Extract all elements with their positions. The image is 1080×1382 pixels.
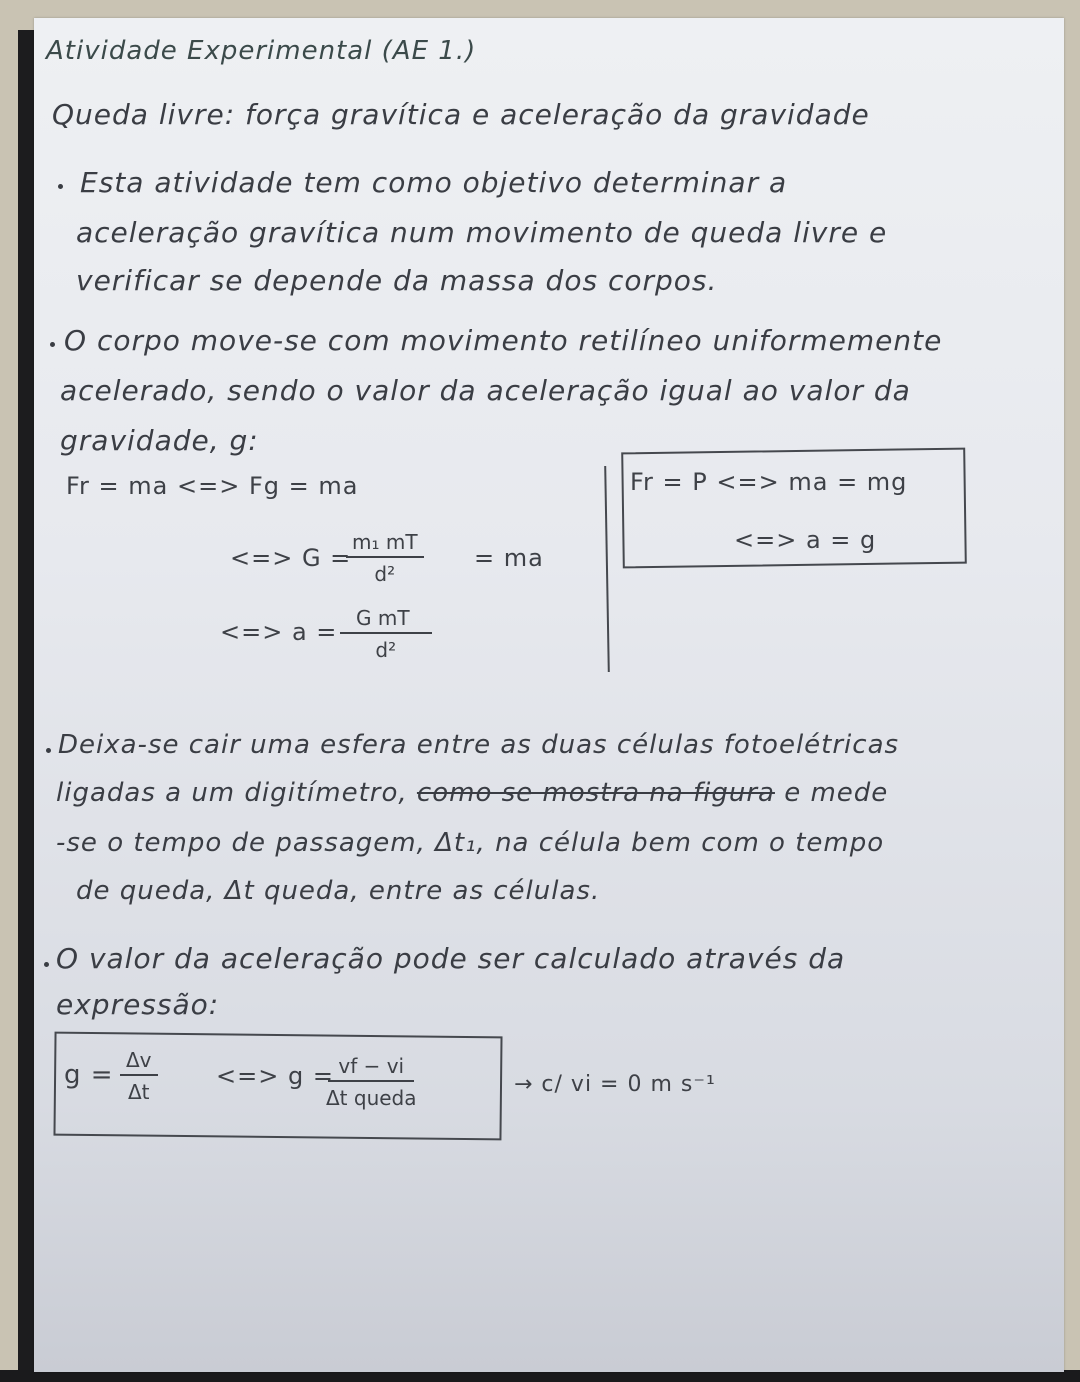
acceleration-line-2: expressão: (56, 988, 220, 1021)
fraction-denominator: d² (375, 638, 397, 662)
box-eq-2: <=> a = g (734, 526, 877, 554)
fraction-velocity-time (326, 1054, 417, 1110)
procedure-line-3: -se o tempo de passagem, Δt₁, na célula bem com o tempo (56, 828, 885, 858)
fraction-numerator: Δv (120, 1048, 158, 1076)
divider-line (604, 466, 610, 672)
fraction-numerator: m₁ mT (346, 530, 424, 558)
derivation-eq-3-prefix: <=> a = (220, 618, 338, 646)
derivation-eq-1: Fr = ma <=> Fg = ma (66, 472, 359, 500)
fraction-denominator: Δt (128, 1080, 150, 1104)
bullet-dot (46, 748, 51, 753)
page-subtitle: Queda livre: força gravítica e aceleração da gravidade (52, 98, 870, 131)
objective-line-1: Esta atividade tem como objetivo determinar a (80, 166, 788, 199)
fraction-acceleration (340, 606, 432, 662)
bullet-dot (58, 184, 63, 189)
fraction-dv-dt (120, 1048, 158, 1104)
motion-line-2: acelerado, sendo o valor da aceleração igual ao valor da (60, 374, 911, 407)
fraction-denominator: d² (374, 562, 396, 586)
initial-velocity-note: → c/ vi = 0 m s⁻¹ (514, 1072, 716, 1097)
objective-line-3: verificar se depende da massa dos corpos. (76, 264, 718, 297)
procedure-line-2-start: ligadas a um digitímetro, (56, 778, 408, 808)
derivation-eq-2-suffix: = ma (474, 544, 544, 572)
procedure-line-1: Deixa-se cair uma esfera entre as duas células fotoelétricas (58, 730, 900, 760)
derivation-eq-2-prefix: <=> G = (230, 544, 352, 572)
struck-through-text: como se mostra na figura (416, 778, 775, 808)
motion-line-3: gravidade, g: (60, 424, 259, 457)
procedure-line-2 (56, 778, 888, 808)
procedure-line-4: de queda, Δt queda, entre as células. (76, 876, 601, 906)
motion-line-1: O corpo move-se com movimento retilíneo uniformemente (64, 324, 943, 357)
notebook-page (34, 18, 1064, 1372)
acceleration-line-1: O valor da aceleração pode ser calculado através da (56, 942, 846, 975)
fraction-gravitation (346, 530, 424, 586)
fraction-numerator: vf − vi (328, 1054, 414, 1082)
procedure-line-2-end: e mede (784, 778, 889, 808)
formula-equivalence: <=> g = (216, 1062, 334, 1090)
fraction-numerator: G mT (340, 606, 432, 634)
bullet-dot (50, 342, 55, 347)
page-title: Atividade Experimental (AE 1.) (46, 36, 477, 66)
box-eq-1: Fr = P <=> ma = mg (630, 468, 908, 496)
formula-g-label: g = (64, 1060, 114, 1090)
objective-line-2: aceleração gravítica num movimento de queda livre e (76, 216, 888, 249)
fraction-denominator: Δt queda (326, 1086, 417, 1110)
bullet-dot (44, 962, 49, 967)
